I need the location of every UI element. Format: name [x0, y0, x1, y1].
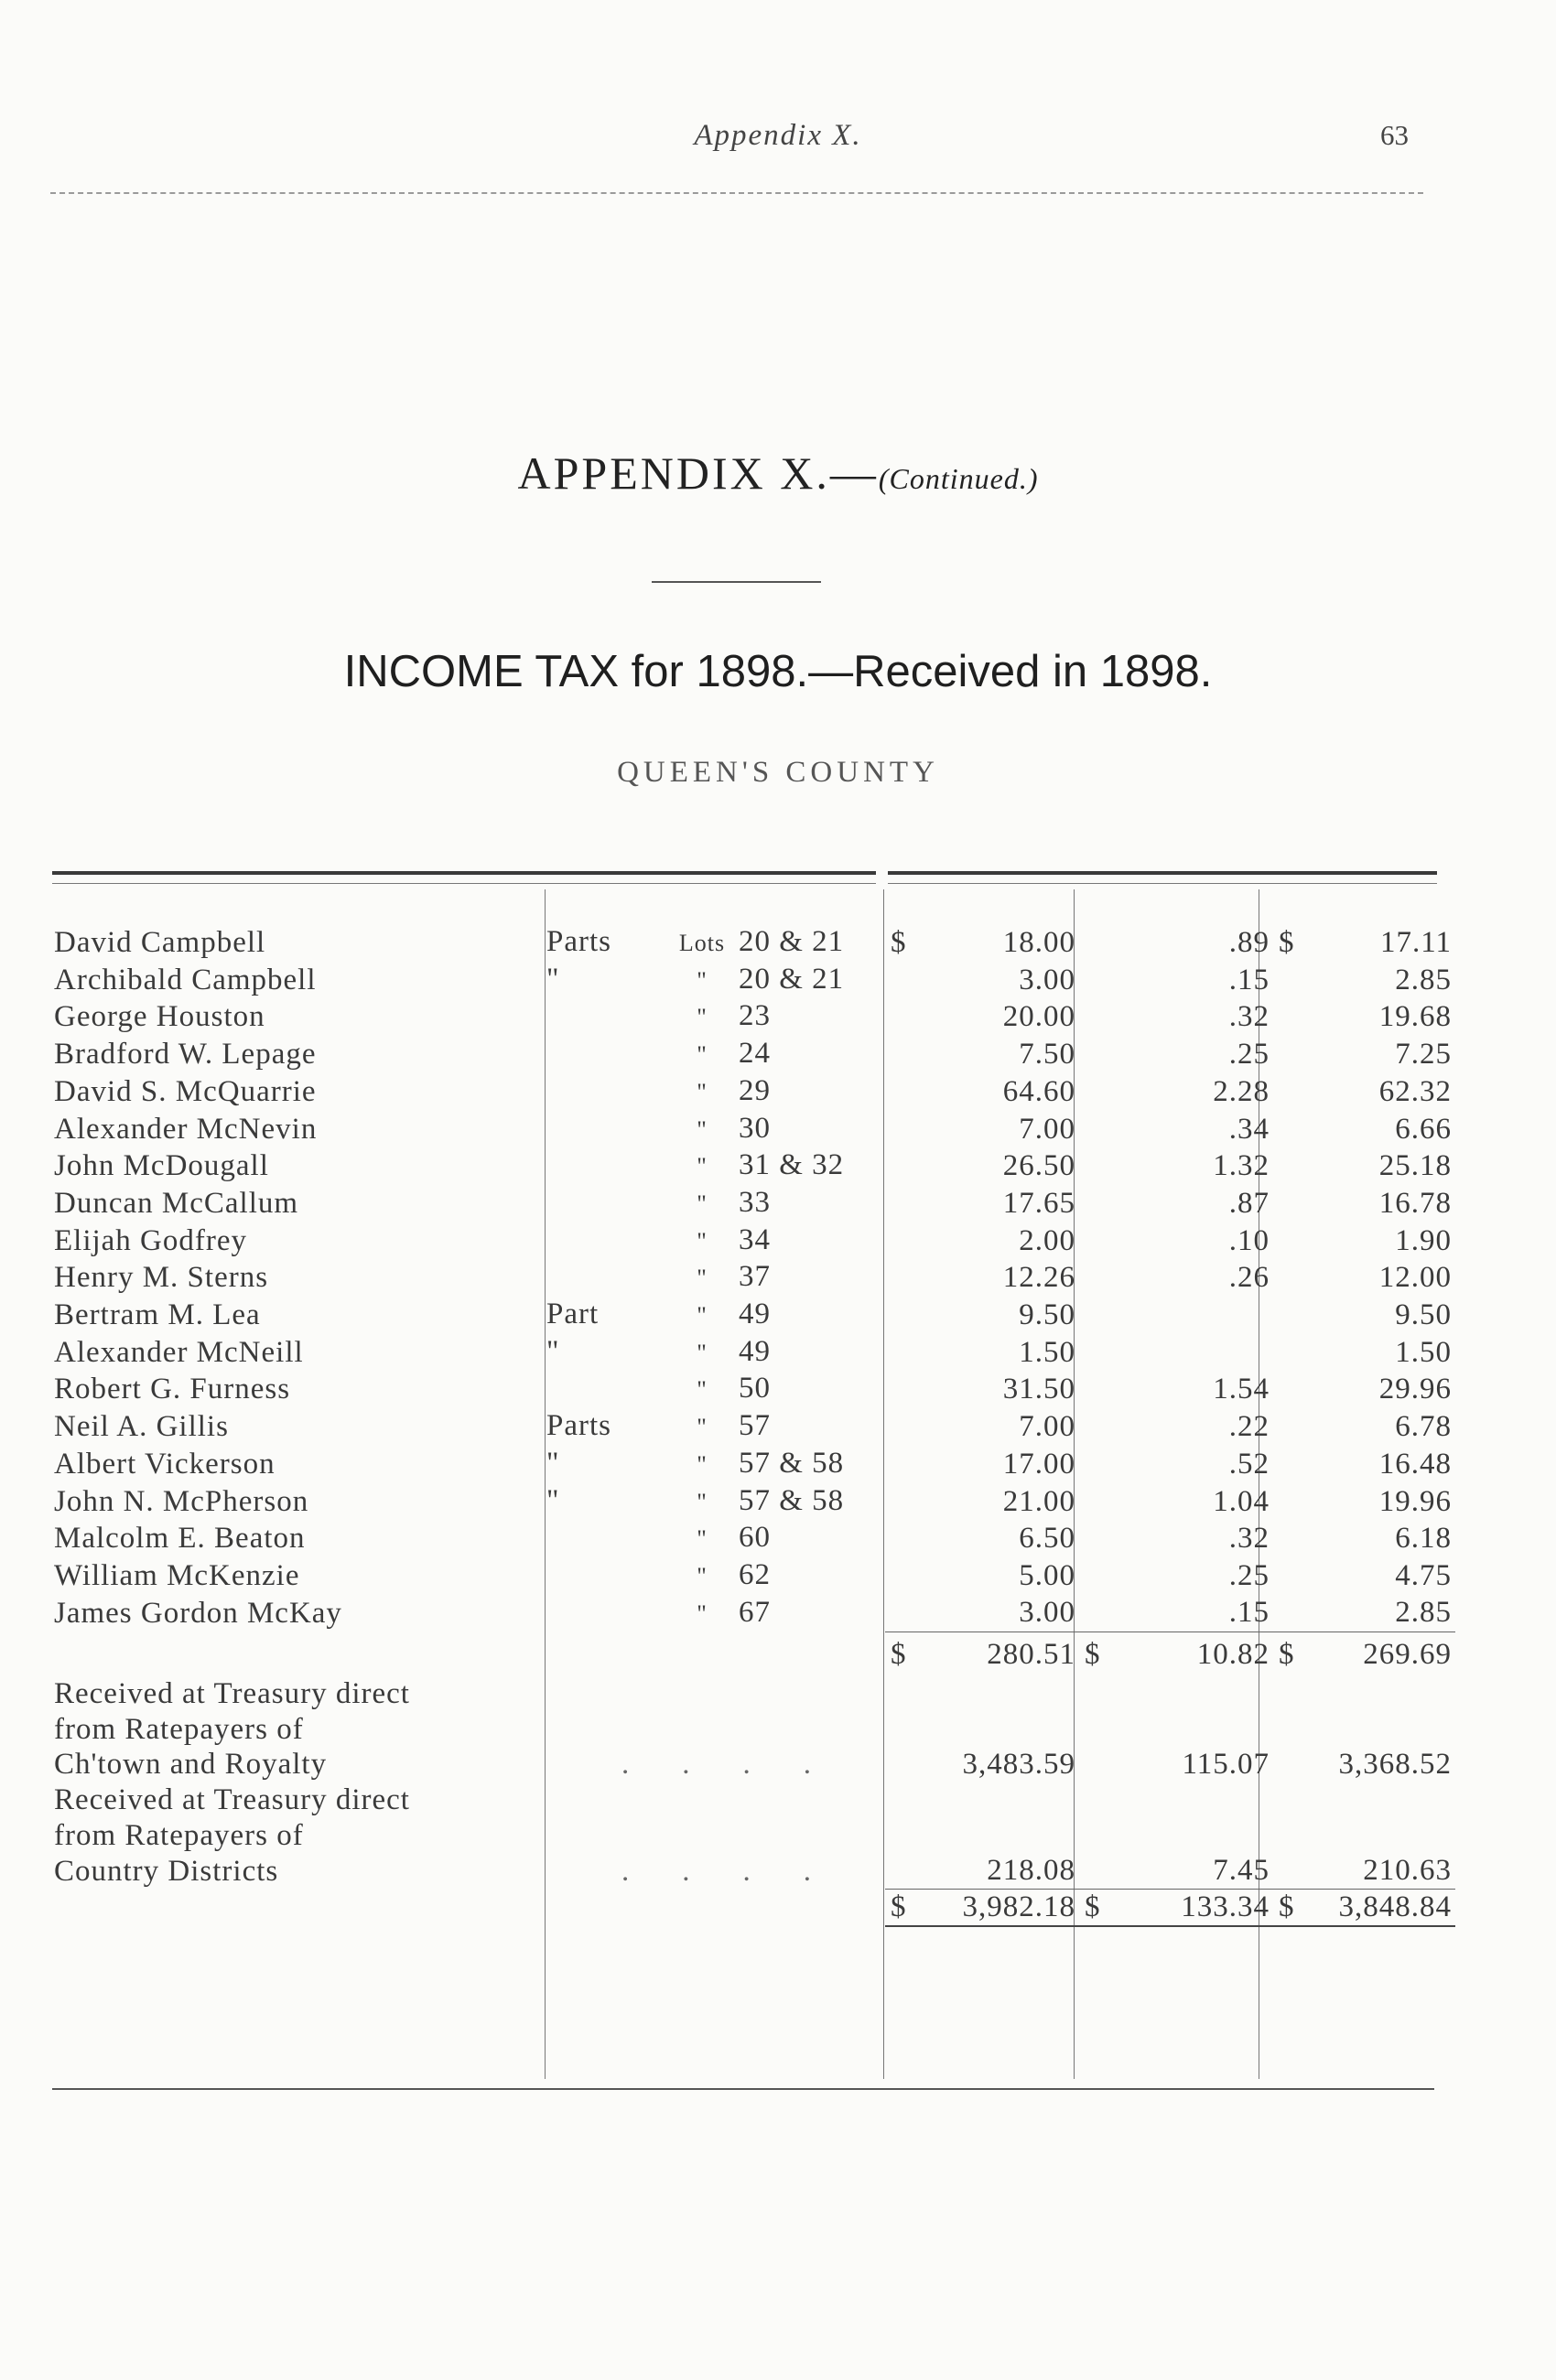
lots-label: ": [697, 1265, 708, 1292]
gross-amount: 17.00: [1002, 1447, 1075, 1481]
currency-sign: $: [1085, 1890, 1101, 1924]
running-title: Appendix X.: [694, 119, 862, 152]
taxpayer-row: [52, 1222, 1455, 1260]
currency-sign: $: [1279, 1890, 1295, 1924]
taxpayer-row: [52, 962, 1455, 999]
lots-label: ": [697, 1525, 708, 1553]
lots-label: Lots: [678, 930, 726, 956]
lot-description: [546, 1297, 885, 1334]
lot-numbers: 67: [739, 1595, 771, 1629]
deduction-amount: [1079, 1297, 1273, 1334]
net-amount: 16.78: [1378, 1186, 1452, 1220]
lot-description: [546, 1185, 885, 1222]
leader-dots: ....: [621, 1854, 864, 1888]
lots-label: ": [697, 1302, 708, 1330]
table-top-rule: [52, 871, 876, 875]
lot-numbers: 57: [739, 1409, 771, 1443]
taxpayer-name: Bradford W. Lepage: [54, 1038, 317, 1072]
taxpayer-name: David S. McQuarrie: [54, 1074, 317, 1108]
deduction-amount: .52: [1228, 1447, 1270, 1481]
net-amount: 19.68: [1378, 1000, 1452, 1034]
taxpayer-row: [52, 1334, 1455, 1372]
taxpayer-row: [52, 1259, 1455, 1297]
lot-numbers: 49: [739, 1334, 771, 1368]
deduction-amount: [1079, 1334, 1273, 1372]
lots-label: ": [697, 1414, 708, 1441]
parts-label: ": [546, 1334, 560, 1368]
treasury-country-deduction: 7.45: [1213, 1854, 1270, 1888]
treasury-country-line2: from Ratepayers of: [54, 1818, 304, 1852]
net-amount: 2.85: [1395, 1596, 1452, 1630]
deduction-amount: .10: [1228, 1223, 1270, 1257]
parts-label: Parts: [546, 925, 611, 958]
taxpayer-name: Henry M. Sterns: [54, 1261, 269, 1295]
subtotal-row: [52, 1632, 1455, 1676]
treasury-country-net: 210.63: [1363, 1854, 1452, 1888]
gross-amount: $ 18.00: [885, 924, 1079, 962]
deduction-amount: .32: [1228, 1000, 1270, 1034]
treasury-towns-net: 3,368.52: [1338, 1748, 1452, 1782]
taxpayer-row: [52, 1557, 1455, 1595]
lot-numbers: 62: [739, 1557, 771, 1591]
taxpayer-row: [52, 1408, 1455, 1446]
taxpayer-row: [52, 1446, 1455, 1483]
deduction-amount: .25: [1228, 1038, 1270, 1072]
net-amount: 6.66: [1395, 1112, 1452, 1146]
treasury-towns-gross: 3,483.59: [962, 1748, 1075, 1782]
taxpayer-row: [52, 1111, 1455, 1148]
lots-label: ": [697, 1599, 708, 1627]
deduction-amount: .32: [1228, 1522, 1270, 1556]
gross-amount: 7.00: [1019, 1410, 1075, 1444]
currency-sign: $: [891, 1637, 907, 1671]
short-rule: [652, 581, 821, 583]
subtotal-deduction: $ 10.82: [1079, 1632, 1273, 1676]
gross-amount: 17.65: [1002, 1186, 1075, 1220]
parts-label: Parts: [546, 1409, 611, 1443]
gross-amount: 9.50: [1019, 1298, 1075, 1332]
currency-sign: $: [1085, 1637, 1101, 1671]
lot-numbers: 49: [739, 1298, 771, 1331]
taxpayer-row: [52, 1185, 1455, 1222]
parts-label: ": [546, 1483, 560, 1517]
lots-label: ": [697, 1339, 708, 1366]
deduction-amount: 2.28: [1213, 1074, 1270, 1108]
gross-amount: 7.50: [1019, 1038, 1075, 1072]
lots-label: ": [697, 1562, 708, 1589]
taxpayer-name: James Gordon McKay: [54, 1596, 342, 1630]
gross-amount: 26.50: [1002, 1149, 1075, 1183]
lots-label: ": [697, 1004, 708, 1031]
lot-description: [546, 1111, 885, 1148]
gross-amount: 3.00: [1019, 963, 1075, 996]
gross-amount: 5.00: [1019, 1558, 1075, 1592]
lot-numbers: 37: [739, 1260, 771, 1294]
lot-numbers: 20 & 21: [739, 925, 845, 958]
deduction-amount: .25: [1228, 1558, 1270, 1592]
lots-label: ": [697, 1190, 708, 1217]
deduction-amount: .87: [1228, 1186, 1270, 1220]
appendix-title: APPENDIX X.—: [517, 447, 879, 499]
taxpayer-name: Archibald Campbell: [54, 963, 317, 996]
lots-label: ": [697, 1227, 708, 1255]
table-top-rule-right: [888, 871, 1437, 875]
lot-numbers: 33: [739, 1185, 771, 1219]
appendix-heading: [0, 447, 1556, 500]
taxpayer-name: George Houston: [54, 1000, 265, 1034]
taxpayer-row: [52, 1595, 1455, 1632]
lots-label: ": [697, 1153, 708, 1180]
net-amount: 4.75: [1395, 1558, 1452, 1592]
lots-label: ": [697, 1078, 708, 1105]
gross-amount: 12.26: [1002, 1261, 1075, 1295]
gross-amount: 31.50: [1002, 1373, 1075, 1406]
currency-sign: $: [1279, 1637, 1295, 1671]
taxpayer-rows: [52, 924, 1455, 1632]
deduction-amount: 1.54: [1213, 1373, 1270, 1406]
lot-description: [546, 1483, 885, 1521]
taxpayer-name: Robert G. Furness: [54, 1373, 291, 1406]
lot-numbers: 30: [739, 1111, 771, 1145]
lot-numbers: 50: [739, 1372, 771, 1405]
net-amount: 1.50: [1395, 1335, 1452, 1369]
taxpayer-row: [52, 1520, 1455, 1557]
net-amount: 6.78: [1395, 1410, 1452, 1444]
lot-numbers: 23: [739, 999, 771, 1033]
lot-description: [546, 1557, 885, 1595]
currency-sign: $: [891, 1890, 907, 1924]
gross-amount: 20.00: [1002, 1000, 1075, 1034]
taxpayer-row: [52, 1483, 1455, 1521]
parts-label: Part: [546, 1298, 600, 1331]
income-tax-table: [52, 924, 1455, 1927]
lot-description: [546, 1259, 885, 1297]
treasury-towns-row: Ch'town and Royalty .... 3,483.59 115.07 3,368.52: [52, 1747, 1455, 1782]
gross-amount: 64.60: [1002, 1074, 1075, 1108]
net-amount: $ 17.11: [1273, 924, 1455, 962]
net-amount: 16.48: [1378, 1447, 1452, 1481]
net-amount: 9.50: [1395, 1298, 1452, 1332]
taxpayer-row: [52, 1297, 1455, 1334]
lot-description: [546, 1371, 885, 1408]
deduction-amount: .22: [1228, 1410, 1270, 1444]
lot-numbers: 34: [739, 1222, 771, 1256]
taxpayer-name: Bertram M. Lea: [54, 1298, 261, 1332]
deduction-amount: .15: [1228, 1596, 1270, 1630]
lot-numbers: 31 & 32: [739, 1148, 845, 1182]
treasury-towns-deduction: 115.07: [1182, 1748, 1270, 1782]
deduction-amount: 1.32: [1213, 1149, 1270, 1183]
lot-description: [546, 1520, 885, 1557]
taxpayer-name: Alexander McNevin: [54, 1112, 318, 1146]
lot-description: [546, 998, 885, 1036]
taxpayer-name: Elijah Godfrey: [54, 1223, 248, 1257]
gross-amount: 1.50: [1019, 1335, 1075, 1369]
grand-total-deduction: $ 133.34: [1079, 1890, 1273, 1926]
deduction-amount: 1.04: [1213, 1484, 1270, 1518]
parts-label: ": [546, 962, 560, 996]
lot-numbers: 60: [739, 1521, 771, 1555]
income-tax-heading: INCOME TAX for 1898.—Received in 1898.: [343, 647, 1213, 696]
lot-description: [546, 1334, 885, 1372]
lots-label: ": [697, 1450, 708, 1478]
table-thin-rule: [52, 883, 876, 884]
lot-description: [546, 1446, 885, 1483]
lot-description: [546, 1147, 885, 1185]
gross-amount: 21.00: [1002, 1484, 1075, 1518]
subtotal-net: $ 269.69: [1273, 1632, 1455, 1676]
county-heading: QUEEN'S COUNTY: [617, 756, 939, 789]
grand-total-gross: $ 3,982.18: [885, 1890, 1079, 1926]
net-amount: 19.96: [1378, 1484, 1452, 1518]
deduction-amount: .26: [1228, 1261, 1270, 1295]
lot-description: [546, 1595, 885, 1632]
net-amount: 62.32: [1378, 1074, 1452, 1108]
currency-sign: $: [1279, 926, 1295, 959]
lot-numbers: 29: [739, 1073, 771, 1107]
taxpayer-name: Duncan McCallum: [54, 1186, 299, 1220]
gross-amount: 2.00: [1019, 1223, 1075, 1257]
parts-label: ": [546, 1446, 560, 1480]
page-number: 63: [1380, 119, 1409, 151]
lot-numbers: 57 & 58: [739, 1483, 845, 1517]
deduction-amount: .34: [1228, 1112, 1270, 1146]
taxpayer-name: John McDougall: [54, 1149, 269, 1183]
taxpayer-name: Malcolm E. Beaton: [54, 1522, 306, 1556]
lot-description: [546, 924, 885, 962]
lot-description: [546, 1222, 885, 1260]
taxpayer-row: [52, 1073, 1455, 1111]
lots-label: ": [697, 1488, 708, 1515]
taxpayer-name: William McKenzie: [54, 1558, 300, 1592]
lots-label: ": [697, 966, 708, 994]
leader-dots: ....: [621, 1748, 864, 1782]
deduction-amount: .89: [1228, 926, 1270, 959]
net-amount: 25.18: [1378, 1149, 1452, 1183]
subtotal-gross: $ 280.51: [885, 1632, 1079, 1676]
taxpayer-row: [52, 1371, 1455, 1408]
currency-sign: $: [891, 926, 907, 959]
treasury-towns-line2: from Ratepayers of: [54, 1712, 304, 1746]
lot-description: [546, 962, 885, 999]
lots-label: ": [697, 1115, 708, 1143]
taxpayer-name: Albert Vickerson: [54, 1447, 276, 1481]
net-amount: 12.00: [1378, 1261, 1452, 1295]
taxpayer-name: Alexander McNeill: [54, 1335, 304, 1369]
lots-label: ": [697, 1041, 708, 1069]
treasury-towns-line1: Received at Treasury direct: [54, 1676, 410, 1710]
lot-description: [546, 1036, 885, 1073]
table-thin-rule-right: [888, 883, 1437, 884]
lot-numbers: 24: [739, 1037, 771, 1071]
net-amount: 2.85: [1395, 963, 1452, 996]
taxpayer-row: [52, 924, 1455, 962]
net-amount: 6.18: [1395, 1522, 1452, 1556]
gross-amount: 3.00: [1019, 1596, 1075, 1630]
header-rule: [50, 192, 1423, 194]
taxpayer-row: [52, 1036, 1455, 1073]
treasury-country-gross: 218.08: [987, 1854, 1075, 1888]
grand-total-net: $ 3,848.84: [1273, 1890, 1455, 1926]
lot-numbers: 57 & 58: [739, 1446, 845, 1480]
treasury-country-row: Country Districts .... 218.08 7.45 210.63: [52, 1853, 1455, 1889]
lot-description: [546, 1073, 885, 1111]
taxpayer-name: John N. McPherson: [54, 1484, 309, 1518]
gross-amount: 7.00: [1019, 1112, 1075, 1146]
taxpayer-name: Neil A. Gillis: [54, 1410, 229, 1444]
net-amount: 1.90: [1395, 1223, 1452, 1257]
taxpayer-row: [52, 998, 1455, 1036]
treasury-country-line1: Received at Treasury direct: [54, 1782, 410, 1816]
deduction-amount: .15: [1228, 963, 1270, 996]
gross-amount: 6.50: [1019, 1522, 1075, 1556]
net-amount: 29.96: [1378, 1373, 1452, 1406]
lots-label: ": [697, 1376, 708, 1404]
continued-note: (Continued.): [878, 462, 1039, 495]
taxpayer-name: David Campbell: [54, 926, 266, 959]
lot-description: [546, 1408, 885, 1446]
grand-total-row: [52, 1890, 1455, 1926]
table-bottom-rule: [52, 2088, 1434, 2090]
net-amount: 7.25: [1395, 1038, 1452, 1072]
lot-numbers: 20 & 21: [739, 962, 845, 996]
taxpayer-row: [52, 1147, 1455, 1185]
